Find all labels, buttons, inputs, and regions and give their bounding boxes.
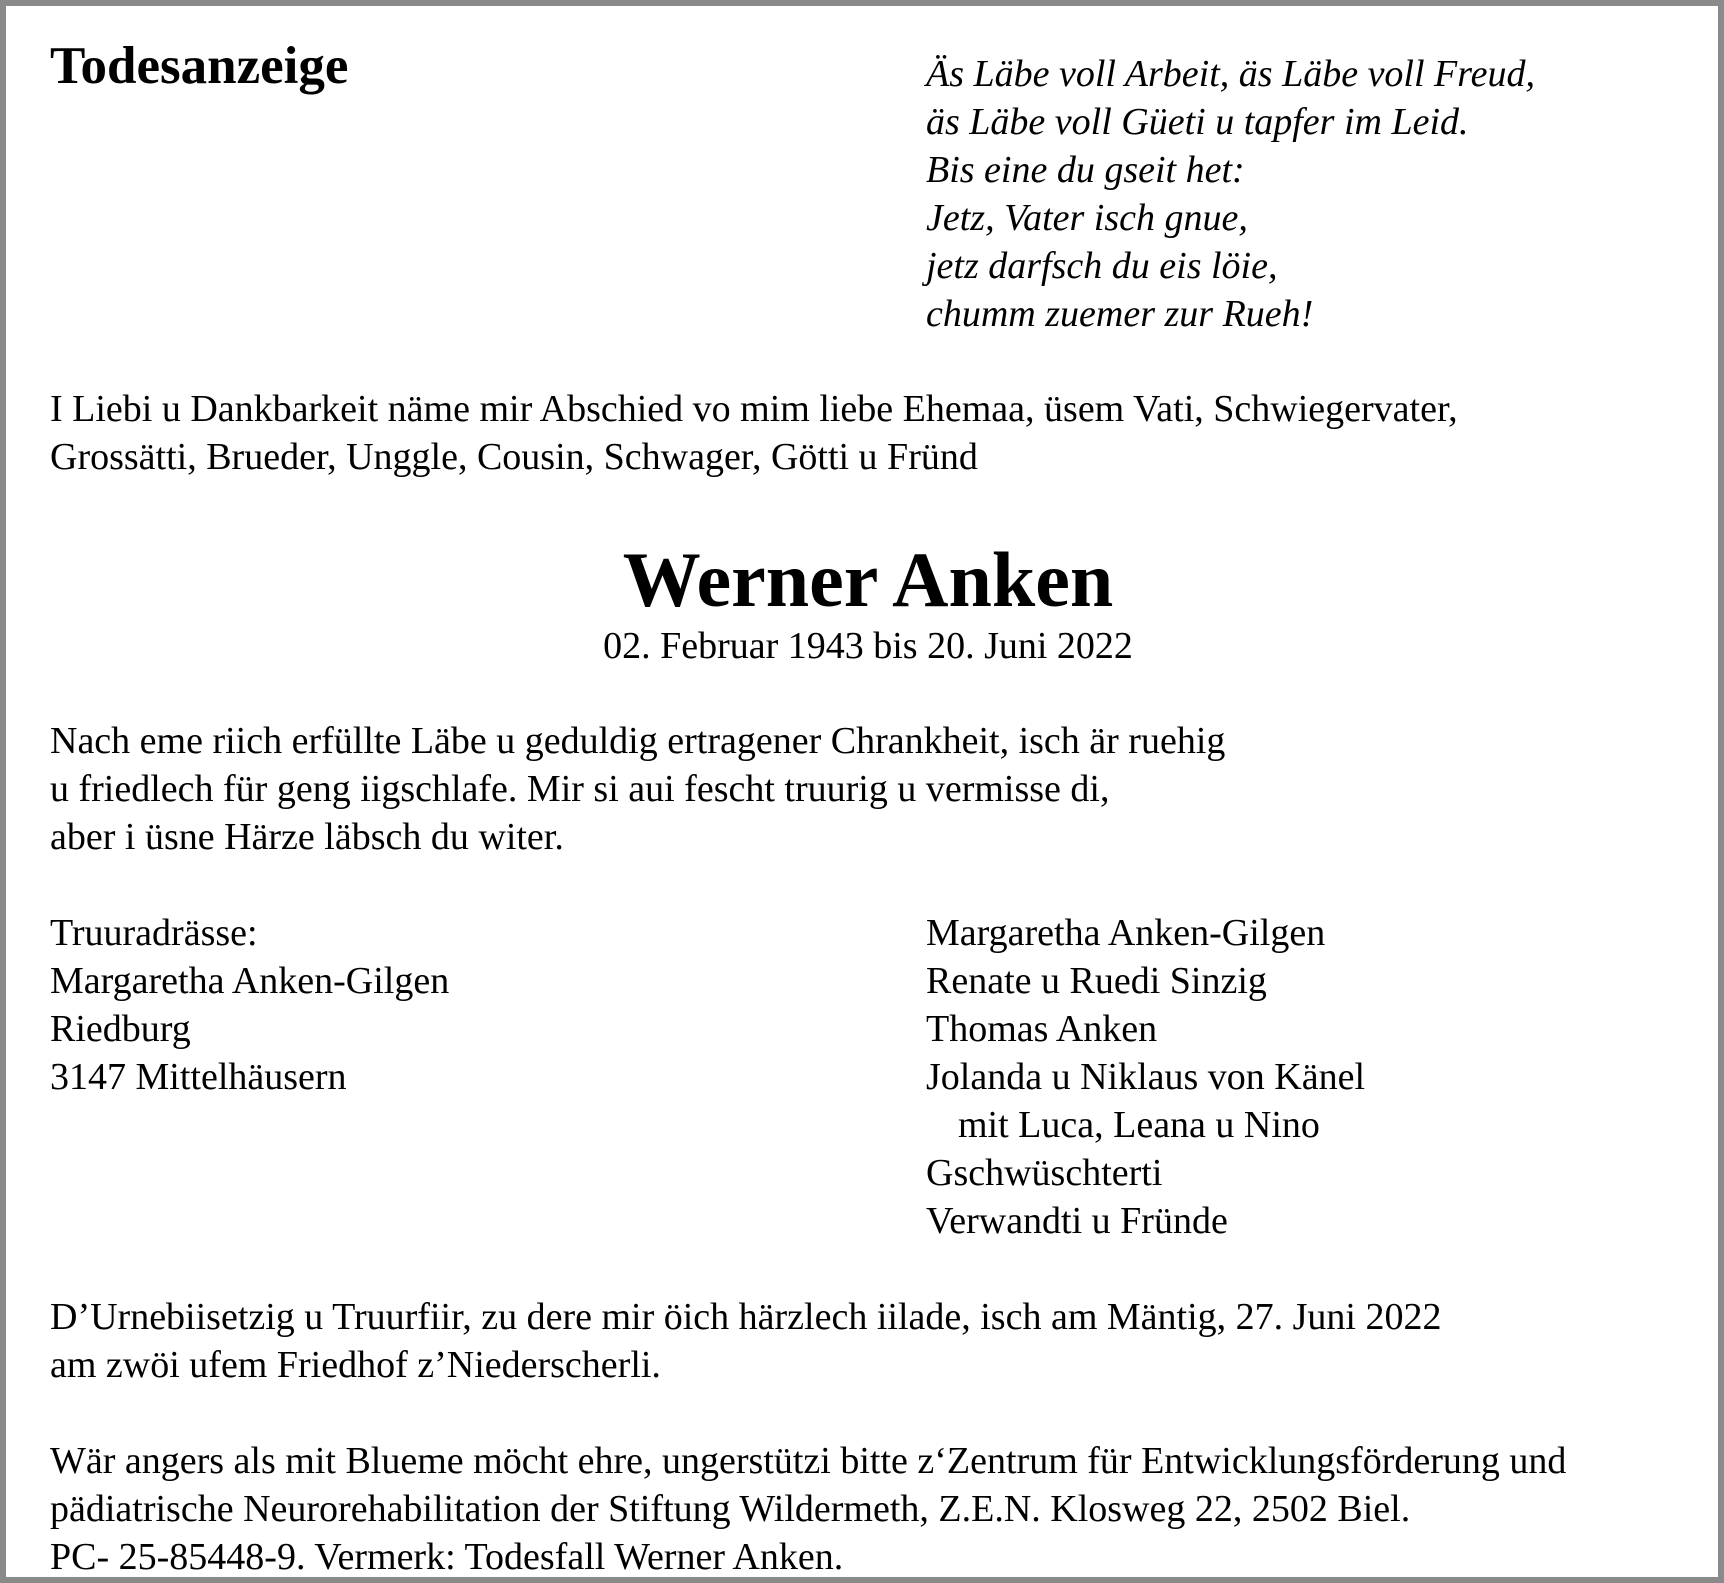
poem-line: Äs Läbe voll Arbeit, äs Läbe voll Freud,: [926, 53, 1536, 95]
donation-line: Wär angers als mit Blueme möcht ehre, ungerstützi bitte z‘Zentrum für Entwicklungsförderung und: [50, 1440, 1567, 1482]
poem-line: Bis eine du gseit het:: [926, 149, 1245, 191]
poem-line: chumm zuemer zur Rueh!: [926, 293, 1314, 335]
message-line: u friedlech für geng iigschlafe. Mir si aui fescht truurig u vermisse di,: [50, 768, 1110, 810]
deceased-name: Werner Anken: [622, 536, 1114, 623]
funeral-line: am zwöi ufem Friedhof z’Niederscherli.: [50, 1344, 661, 1386]
mourner-entry: Jolanda u Niklaus von Känel: [926, 1056, 1366, 1098]
message-line: aber i üsne Härze läbsch du witer.: [50, 816, 564, 858]
address-label: Truuradrässe:: [50, 912, 258, 954]
address-street: Riedburg: [50, 1008, 191, 1050]
poem-line: Jetz, Vater isch gnue,: [926, 197, 1248, 239]
donation-line: PC- 25-85448-9. Vermerk: Todesfall Werner Anken.: [50, 1536, 844, 1578]
donation-paragraph: [50, 1437, 1566, 1581]
intro-line: I Liebi u Dankbarkeit näme mir Abschied vo mim liebe Ehemaa, üsem Vati, Schwiegervater,: [50, 388, 1458, 430]
message-paragraph: [50, 717, 1225, 861]
mourner-entry: Renate u Ruedi Sinzig: [926, 960, 1267, 1002]
intro-line: Grossätti, Brueder, Unggle, Cousin, Schwager, Götti u Fründ: [50, 436, 978, 478]
mourner-entry: Gschwüschterti: [926, 1152, 1163, 1194]
notice-title: Todesanzeige: [50, 37, 349, 95]
poem-verse: [926, 50, 1535, 338]
intro-paragraph: [50, 385, 1458, 481]
mourner-entry: mit Luca, Leana u Nino: [958, 1104, 1320, 1146]
poem-line: jetz darfsch du eis löie,: [926, 245, 1278, 287]
message-line: Nach eme riich erfüllte Läbe u geduldig ertragener Chrankheit, isch är ruehig: [50, 720, 1226, 762]
address-city: 3147 Mittelhäusern: [50, 1056, 347, 1098]
mourner-entry: Verwandti u Fründe: [926, 1200, 1228, 1242]
mourner-entry: Thomas Anken: [926, 1008, 1158, 1050]
mourners-list: [926, 909, 1365, 1245]
mourner-entry: Margaretha Anken-Gilgen: [926, 912, 1326, 954]
donation-line: pädiatrische Neurorehabilitation der Stiftung Wildermeth, Z.E.N. Klosweg 22, 2502 Biel.: [50, 1488, 1411, 1530]
funeral-paragraph: [50, 1293, 1442, 1389]
mourning-address: [50, 909, 449, 1101]
life-dates: 02. Februar 1943 bis 20. Juni 2022: [603, 625, 1133, 667]
funeral-line: D’Urnebiisetzig u Truurfiir, zu dere mir öich härzlech iilade, isch am Mäntig, 27. Juni 2022: [50, 1296, 1442, 1338]
address-name: Margaretha Anken-Gilgen: [50, 960, 450, 1002]
poem-line: äs Läbe voll Güeti u tapfer im Leid.: [926, 101, 1469, 143]
